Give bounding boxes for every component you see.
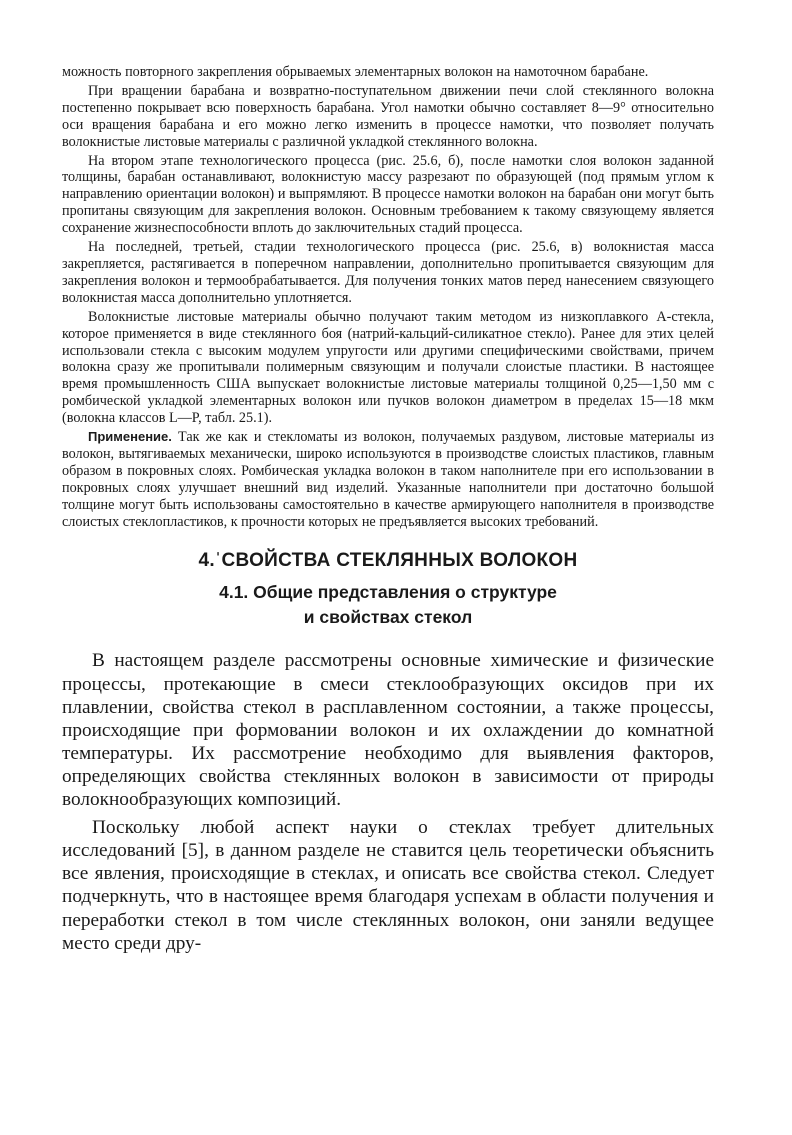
application-lead: Применение. (88, 429, 172, 445)
application-text: Так же как и стекломаты из волокон, получаемых раздувом, листовые материалы из волокон, вытягиваемых механически, широко используются в производстве слоистых пластиков, главным образом в покровных слоях. Ромбическая укладка волокон в таком наполнителе при его использовании в покровных слоях улучшает внешний вид изделий. Указанные наполнители при достаточно большой толщине могут быть использованы самостоятельно в качестве армирующего наполнителя в производстве слоистых стеклопластиков, к прочности которых не предъявляется высоких требований. (62, 429, 714, 530)
section-heading: 4.ˈСВОЙСТВА СТЕКЛЯННЫХ ВОЛОКОН (198, 550, 578, 572)
subsection-heading (62, 580, 714, 630)
paragraph-second-stage: На втором этапе технологического процесса (рис. 25.6, б), после намотки слоя волокон заданной толщины, барабан останавливают, волокнистую массу разрезают по образующей (под прямым углом к направлению ориентации волокон) и выпрямляют. В процессе намотки волокон на барабан они могут быть пропитаны связующим для закрепления волокон. Основным требованием к такому связующему является сохранение жизнеспособности вплоть до заключительных стадий процесса. (62, 152, 714, 237)
paragraph-sheet-materials: Волокнистые листовые материалы обычно получают таким методом из низкоплавкого А-стекла, которое применяется в виде стеклянного боя (натрий-кальций-силикатное стекло). Ранее для этих целей использовали стекла с высоким модулем упругости или другими специфическими свойствами, причем волокна сразу же пропитывали полимерным связующим и получали слоистые пластики. В настоящее время промышленность США выпускает волокнистые листовые материалы толщиной 0,25—1,50 мм с ромбической укладкой элементарных волокон или пучков волокон диаметром в пределах 15—18 мкм (волокна классов L—P, табл. 25.1). (62, 308, 714, 427)
subsection-heading-line2: и свойствах стекол (303, 607, 473, 628)
paragraph-drum-rotation: При вращении барабана и возвратно-поступательном движении печи слой стеклянного волокна постепенно покрывает всю поверхность барабана. Угол намотки обычно составляет 8—9° относительно оси вращения барабана и его можно легко изменить в процессе намотки, что позволяет получать волокнистые листовые материалы с различной укладкой стеклянного волокна. (62, 82, 714, 150)
paragraph-application (62, 429, 714, 530)
paragraph-continuation: можность повторного закрепления обрываемых элементарных волокон на намоточном барабане. (62, 64, 649, 80)
paragraph-third-stage: На последней, третьей, стадии технологического процесса (рис. 25.6, в) волокнистая масса закрепляется, растягивается в поперечном направлении, дополнительно пропитывается связующим для закрепления волокон и термообрабатывается. Для получения тонких матов перед нанесением связующего волокнистая масса дополнительно уплотняется. (62, 239, 714, 306)
document-page (62, 64, 714, 955)
paragraph-glass-science: Поскольку любой аспект науки о стеклах требует длительных исследований [5], в данном разделе не ставится цель теоретически объяснить все явления, происходящие в стеклах, и описать все свойства стекол. Следует подчеркнуть, что в настоящее время благодаря успехам в области получения и переработки стекол в том числе стеклянных волокон, они заняли ведущее место среди дру- (62, 817, 714, 954)
paragraph-section-intro: В настоящем разделе рассмотрены основные химические и физические процессы, протекающие в смеси стеклообразующих оксидов при их плавлении, свойства стекол в расплавленном состоянии, а также процессы, происходящие при формовании волокон и их охлаждении до комнатной температуры. Их рассмотрение необходимо для выявления факторов, определяющих свойства стеклянных волокон в зависимости от природы волокнообразующих композиций. (62, 650, 714, 811)
subsection-heading-line1: 4.1. Общие представления о структуре (219, 582, 557, 603)
